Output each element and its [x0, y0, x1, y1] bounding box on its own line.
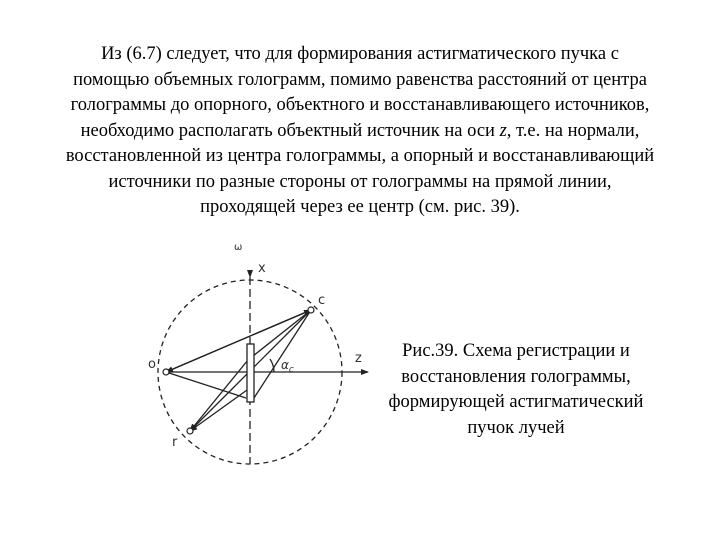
point-c — [308, 307, 314, 313]
paragraph-line-3: голограммы до опорного, объектного и восстанавливающего источников, — [70, 95, 650, 115]
ray-c-o — [166, 310, 311, 372]
body-paragraph — [18, 42, 702, 221]
paragraph-line-4-end: , т.е. на нормали, — [506, 120, 640, 141]
label-z-axis: z — [355, 351, 362, 366]
label-o: o — [148, 357, 156, 372]
label-angle-sub: c — [288, 365, 294, 375]
caption-line-4: пучок лучей — [467, 417, 565, 438]
label-angle-alpha: α — [281, 358, 289, 372]
paragraph-line-5: восстановленной из центра голограммы, а опорный и восстанавливающий — [65, 146, 655, 166]
label-r: r — [172, 435, 178, 450]
z-axis-symbol: z — [499, 120, 507, 141]
caption-line-3: формирующей астигматический — [388, 392, 644, 412]
paragraph-line-4-start: необходимо располагать объектный источник на оси — [80, 120, 500, 141]
point-r — [187, 428, 193, 434]
ray-c-r-lower — [254, 310, 311, 398]
label-x-axis: x — [258, 261, 266, 276]
hologram-diagram — [100, 232, 380, 472]
hologram-plate — [247, 344, 254, 402]
paragraph-line-7: проходящей через ее центр (см. рис. 39). — [200, 197, 520, 217]
paragraph-line-4 — [18, 119, 702, 145]
paragraph-line-1: Из (6.7) следует, что для формирования астигматического пучка с — [101, 44, 619, 64]
figure-caption — [372, 339, 660, 441]
ray-c-r-upper — [248, 310, 311, 360]
diagram-svg — [100, 232, 380, 472]
caption-line-1: Рис.39. Схема регистрации и — [402, 341, 630, 361]
paragraph-line-6: источники по разные стороны от голограммы на прямой линии, — [108, 171, 612, 192]
caption-line-2: восстановления голограммы, — [401, 366, 631, 387]
ray-o-lower — [166, 372, 246, 398]
paragraph-line-2: помощью объемных голограмм, помимо равенства расстояний от центра — [73, 69, 647, 90]
label-c: c — [318, 293, 326, 308]
point-o — [163, 369, 169, 375]
label-top: ω — [234, 242, 243, 253]
